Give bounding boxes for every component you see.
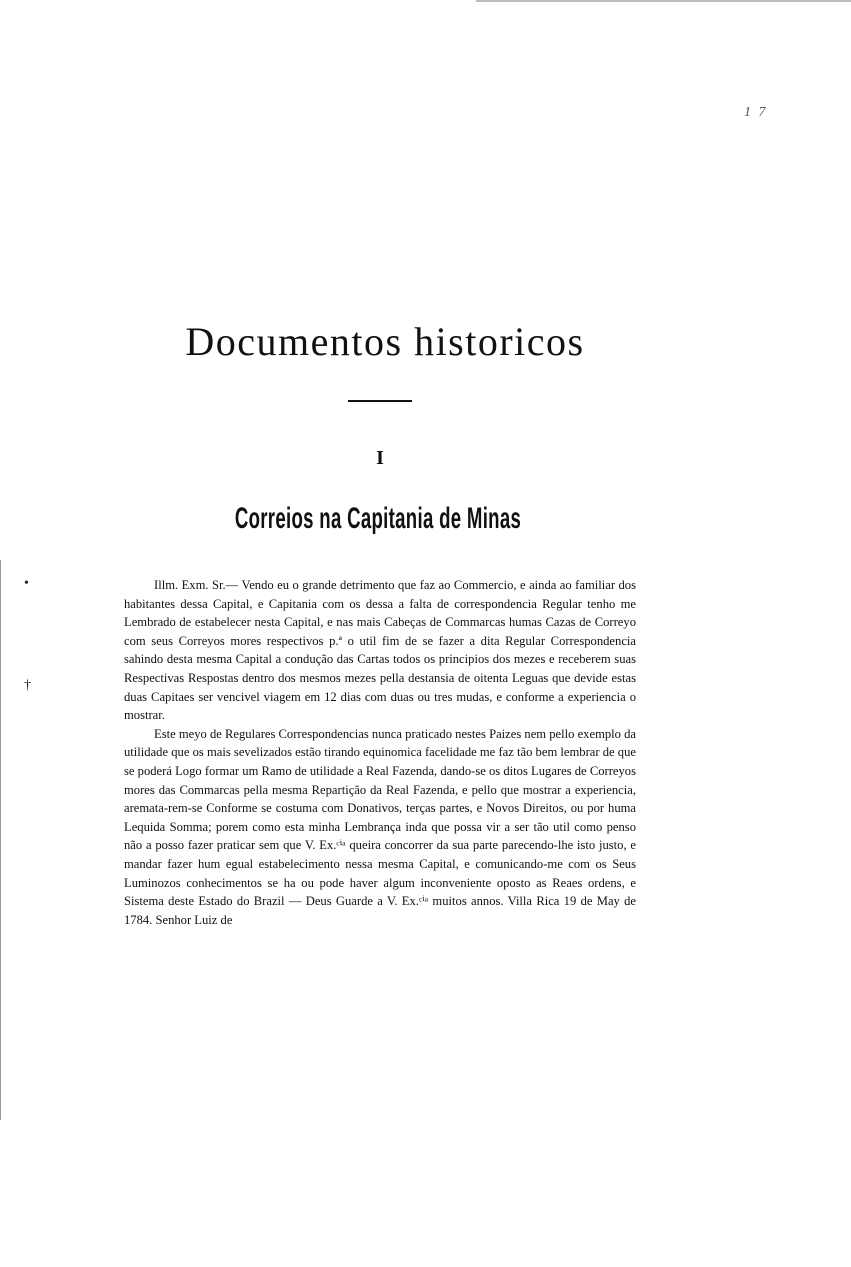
top-edge-rule [476, 0, 851, 2]
paragraph: Este meyo de Regulares Correspondencias nunca praticado nestes Paizes nem pello exemplo da utilidade que os mais sevelizados estão tirando equinomica facelidade me faz tão bem lembrar de que se poderá Logo formar um Ramo de utilidade a Real Fazenda, dando-se os ditos Lugares de Correyos mores das Commarcas pella mesma Repartição da Real Fazenda, e pello que mostrar a experiencia, aremata-rem-se Conforme se costuma com Donativos, terças partes, e Novos Direitos, ou por huma Lequida Somma; porem como esta minha Lembrança inda que possa vir a ser tão util como penso não a posso fazer praticar sem que V. Ex.ᶜⁱᵃ queira concorrer da sua parte parecendo-lhe isto justo, e mandar fazer hum egual estabelecimento nessa mesma Capital, e comunicando-me com os Seus Luminozos conhecimentos se ha ou pode haver algum inconveniente oposto as Reaes ordens, e Sistema deste Estado do Brazil — Deus Guarde a V. Ex.ᶜⁱᵃ muitos annos. Villa Rica 19 de May de 1784. Senhor Luiz de [124, 726, 636, 927]
page-left-edge [0, 560, 1, 1120]
document-title: Documentos historicos [185, 319, 585, 364]
section-title: Correios na Capitania de Minas [234, 502, 522, 535]
title-divider [348, 400, 412, 402]
document-body [124, 576, 636, 929]
margin-mark: • [24, 576, 29, 591]
margin-mark: † [24, 678, 31, 693]
section-number: I [376, 447, 384, 469]
page-number-mark: 1 7 [744, 105, 768, 120]
paragraph: Illm. Exm. Sr.— Vendo eu o grande detrimento que faz ao Commercio, e ainda ao familiar dos habitantes dessa Capital, e Capitania com os dessa a falta de correspondencia Regular tenho me Lembrado de estabelecer nesta Capital, e nas mais Cabeças de Commarcas humas Cazas de Correyo com seus Correyos mores respectivos p.ª o util fim de se fazer a dita Regular Correspondencia sahindo desta mesma Capital a condução das Cartas todos os principios dos mezes e receberem suas Respectivas Respostas dentro dos mesmos mezes pella destansia de oitenta Leguas que devide estas duas Capitaes ser vencivel viagem em 12 dias com duas ou tres mudas, e conforme a experiencia o mostrar. [124, 578, 636, 723]
